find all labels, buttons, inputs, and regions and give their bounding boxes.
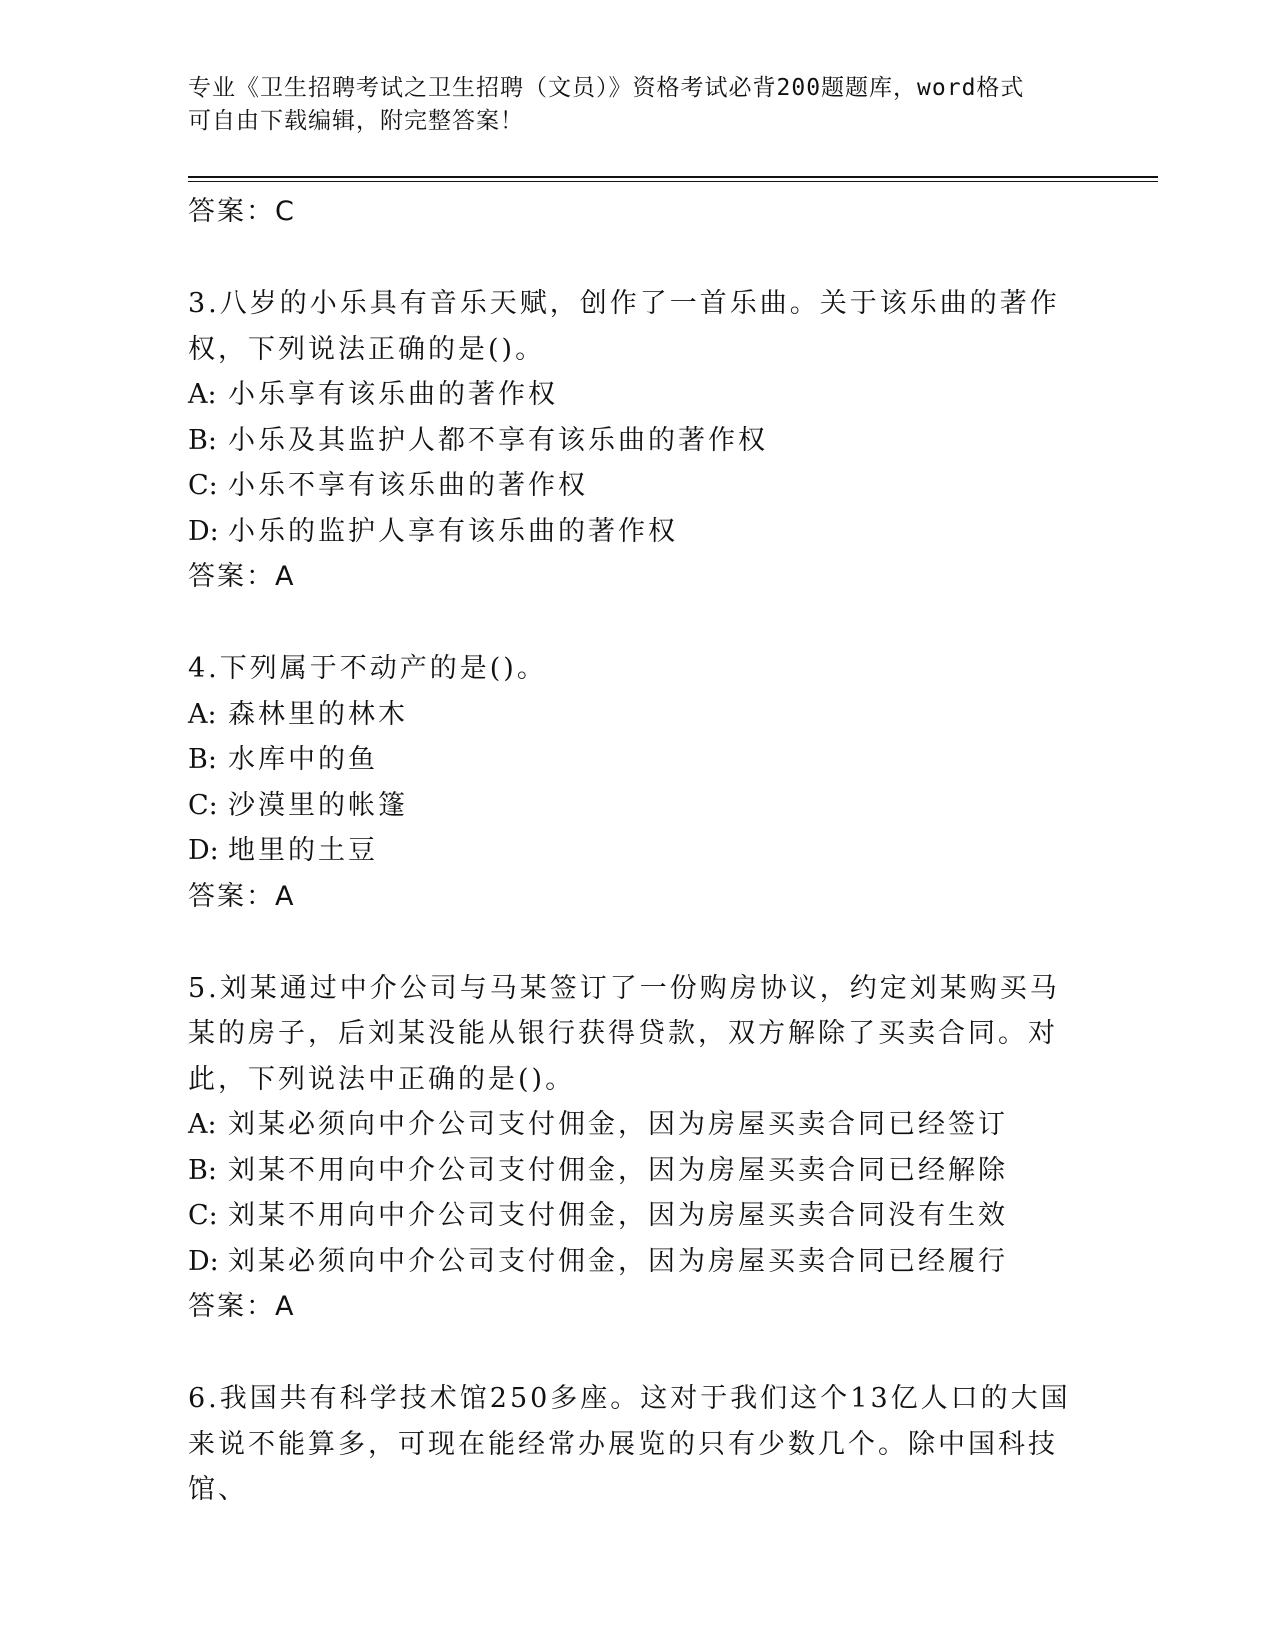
question-text: 4.下列属于不动产的是()。 [188, 653, 547, 684]
answer-line: 答案：A [188, 880, 296, 912]
option-text: 沙漠里的帐篷 [228, 789, 408, 821]
option-text: 刘某必须向中介公司支付佣金，因为房屋买卖合同已经履行 [228, 1245, 1008, 1277]
option-letter: B: [188, 744, 217, 775]
document-content [188, 189, 1088, 1513]
option-d [188, 828, 1088, 874]
question-block-4 [188, 646, 1088, 920]
answer-line: 答案：A [188, 561, 296, 592]
option-c [188, 783, 1088, 829]
option-letter: A: [188, 698, 217, 730]
option-d [188, 1239, 1088, 1285]
option-text: 森林里的林木 [228, 698, 408, 730]
option-text: 刘某不用向中介公司支付佣金，因为房屋买卖合同已经解除 [228, 1154, 1008, 1186]
option-a [188, 1102, 1088, 1148]
spacer [188, 1330, 1088, 1376]
option-letter: D: [188, 835, 219, 866]
option-letter: C: [188, 470, 218, 501]
option-letter: C: [188, 789, 218, 821]
option-c [188, 1193, 1088, 1239]
option-letter: A: [188, 1109, 217, 1140]
option-c [188, 463, 1088, 509]
spacer [188, 920, 1088, 966]
question-block-3 [188, 281, 1088, 600]
option-letter: A: [188, 379, 217, 410]
option-text: 小乐不享有该乐曲的著作权 [228, 470, 588, 501]
question-block-6 [188, 1376, 1088, 1513]
option-letter: B: [188, 424, 217, 456]
header-divider-thick [188, 176, 1158, 178]
option-a [188, 692, 1088, 738]
answer-line: 答案：C [188, 196, 296, 227]
option-letter: D: [188, 515, 219, 547]
question-text: 6.我国共有科学技术馆250多座。这对于我们这个13亿人口的大国来说不能算多，可现在能经常办展览的只有少数几个。除中国科技馆、 [188, 1383, 1071, 1505]
option-b [188, 418, 1088, 464]
option-text: 水库中的鱼 [228, 744, 378, 775]
option-text: 刘某不用向中介公司支付佣金，因为房屋买卖合同没有生效 [228, 1200, 1008, 1231]
question-text: 3.八岁的小乐具有音乐天赋，创作了一首乐曲。关于该乐曲的著作权，下列说法正确的是()。 [188, 288, 1060, 365]
option-d [188, 509, 1088, 555]
question-block-5 [188, 966, 1088, 1331]
header-title-line-2: 可自由下载编辑，附完整答案！ [188, 108, 524, 134]
option-b [188, 737, 1088, 783]
spacer [188, 600, 1088, 646]
option-text: 地里的土豆 [228, 835, 378, 866]
option-text: 小乐及其监护人都不享有该乐曲的著作权 [228, 424, 768, 456]
header-title-line-1: 专业《卫生招聘考试之卫生招聘（文员）》资格考试必背200题题库，word格式 [188, 75, 1025, 101]
header-divider-thin [188, 181, 1158, 182]
option-b [188, 1148, 1088, 1194]
option-text: 小乐的监护人享有该乐曲的著作权 [228, 515, 678, 547]
option-letter: D: [188, 1245, 219, 1277]
answer-line: 答案：A [188, 1291, 296, 1322]
question-text: 5.刘某通过中介公司与马某签订了一份购房协议，约定刘某购买马某的房子，后刘某没能从银行获得贷款，双方解除了买卖合同。对此，下列说法中正确的是()。 [188, 972, 1060, 1095]
option-letter: C: [188, 1200, 218, 1231]
option-text: 刘某必须向中介公司支付佣金，因为房屋买卖合同已经签订 [228, 1109, 1008, 1140]
option-letter: B: [188, 1154, 217, 1186]
spacer [188, 235, 1088, 281]
option-a [188, 372, 1088, 418]
document-header [188, 72, 1088, 138]
option-text: 小乐享有该乐曲的著作权 [228, 379, 558, 410]
